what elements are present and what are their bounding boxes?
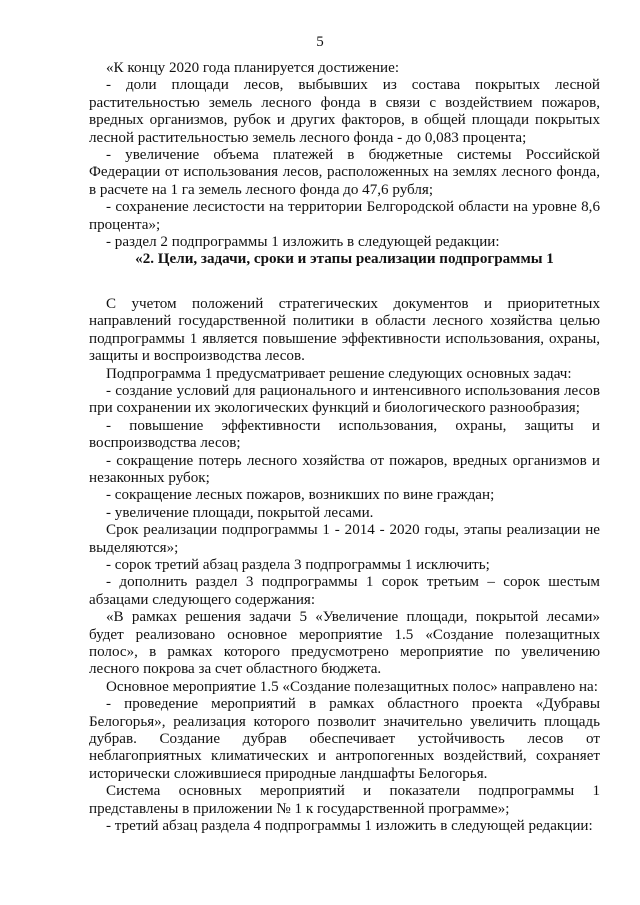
paragraph: - третий абзац раздела 4 подпрограммы 1 изложить в следующей редакции: [106, 818, 593, 835]
paragraph: - увеличение площади, покрытой лесами. [106, 504, 374, 521]
paragraph: Система основных мероприятий и показатели подпрограммы 1 представлены в приложении № 1 к государственной программе»; [89, 783, 600, 817]
paragraph: Подпрограмма 1 предусматривает решение следующих основных задач: [106, 365, 572, 382]
paragraph: - увеличение объема платежей в бюджетные системы Российской Федерации от использования лесов, расположенных на землях лесного фонда, в расчете на 1 га земель лесного фонда до 47,6 рубля; [89, 147, 600, 198]
paragraph: - сохранение лесистости на территории Белгородской области на уровне 8,6 процента»; [89, 199, 600, 233]
paragraph: - повышение эффективности использования, охраны, защиты и воспроизводства лесов; [89, 417, 600, 452]
paragraph: - раздел 2 подпрограммы 1 изложить в следующей редакции: [106, 234, 500, 251]
paragraph: Срок реализации подпрограммы 1 - 2014 - 2020 годы, этапы реализации не выделяются»; [89, 522, 600, 556]
paragraph: Основное мероприятие 1.5 «Создание полезащитных полос» направлено на: [106, 678, 598, 695]
section-heading: «2. Цели, задачи, сроки и этапы реализации подпрограммы 1 [135, 251, 554, 268]
page-number: 5 [316, 34, 324, 50]
paragraph: С учетом положений стратегических документов и приоритетных направлений государственной политики в области лесного хозяйства целью подпрограммы 1 является повышение эффективности использования, охраны, защиты и воспроизводства лесов. [89, 295, 600, 365]
paragraph: - проведение мероприятий в рамках областного проекта «Дубравы Белогорья», реализация которого позволит значительно увеличить площадь дубрав. Создание дубрав обеспечивает устойчивость лесов от неблагоприятных климатических и антропогенных воздействий, сохраняет исторически сложившиеся природные ландшафты Белогорья. [89, 696, 600, 782]
paragraph: «В рамках решения задачи 5 «Увеличение площади, покрытой лесами» будет реализовано основное мероприятие 1.5 «Создание полезащитных полос», в рамках которого предусмотрено мероприятие по увеличению лесного покрова за счет областного бюджета. [89, 609, 600, 678]
document-body [89, 60, 600, 835]
paragraph: «К концу 2020 года планируется достижение: [106, 60, 400, 76]
paragraph: - дополнить раздел 3 подпрограммы 1 сорок третьим – сорок шестым абзацами следующего содержания: [89, 574, 600, 608]
paragraph: - сокращение потерь лесного хозяйства от пожаров, вредных организмов и незаконных рубок; [89, 452, 600, 486]
paragraph: - создание условий для рационального и интенсивного использования лесов при сохранении их экологических функций и биологического разнообразия; [89, 382, 600, 417]
paragraph: - сорок третий абзац раздела 3 подпрограммы 1 исключить; [106, 556, 490, 573]
paragraph: - доли площади лесов, выбывших из состава покрытых лесной растительностью земель лесного фонда в связи с воздействием пожаров, вредных организмов, рубок и других факторов, в общей площади покрытых лесной растительностью земель лесного фонда - до 0,083 процента; [89, 77, 600, 146]
paragraph: - сокращение лесных пожаров, возникших по вине граждан; [106, 487, 495, 504]
